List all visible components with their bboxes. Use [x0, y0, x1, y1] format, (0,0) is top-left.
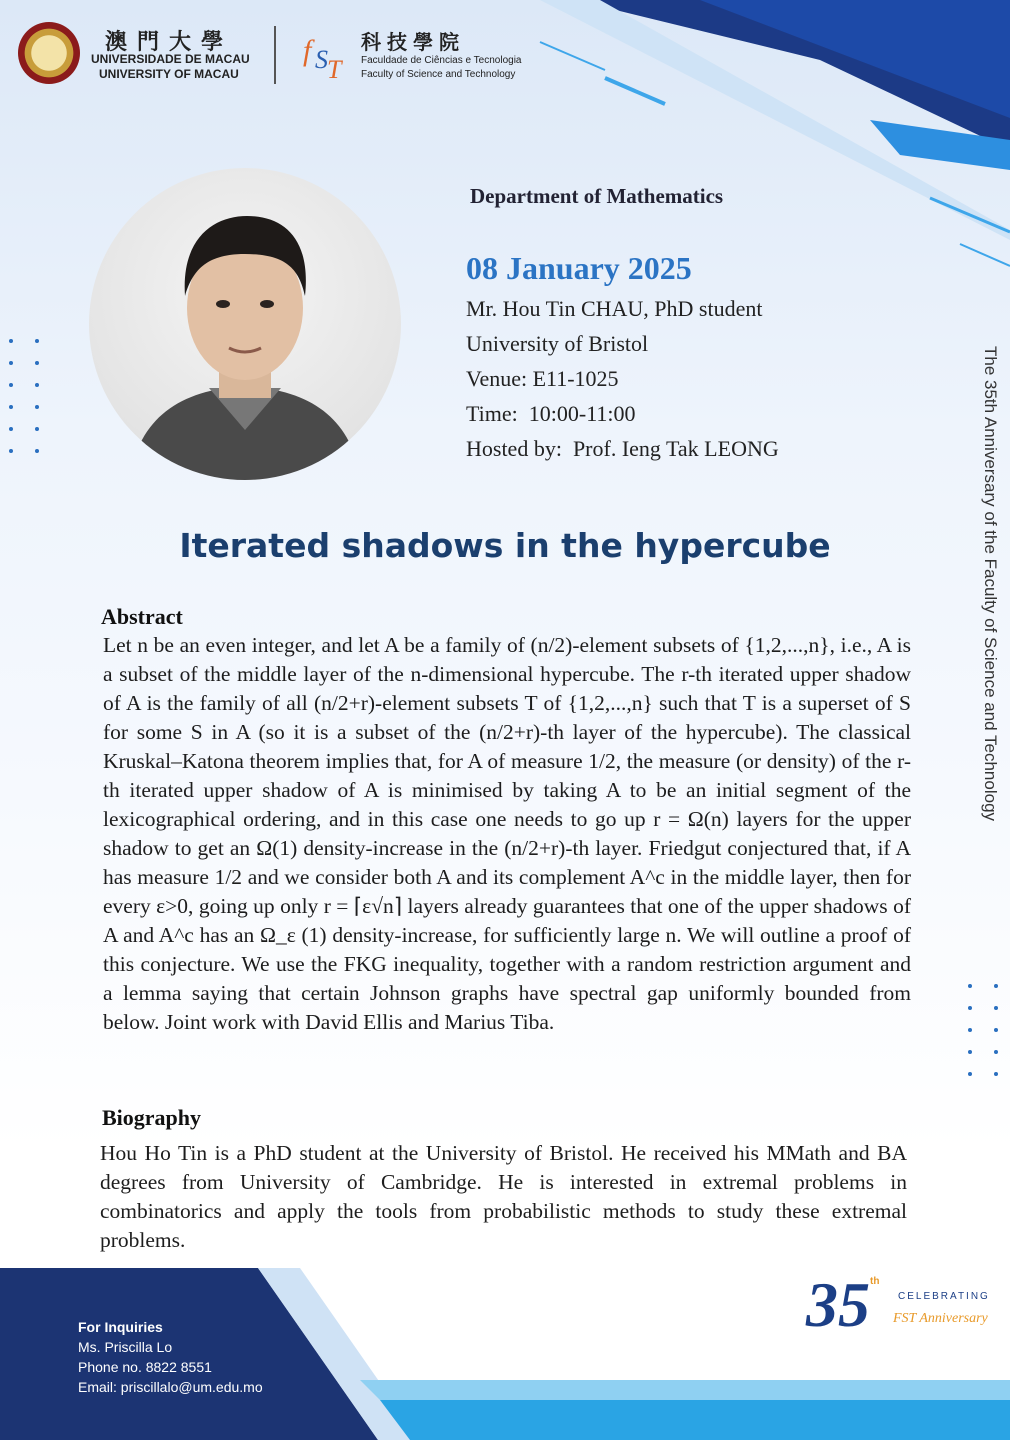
anniversary-badge-suffix: th	[870, 1276, 880, 1287]
inquiries-heading: For Inquiries	[78, 1319, 163, 1335]
speaker-photo	[89, 168, 401, 480]
event-host: Hosted by: Prof. Ieng Tak LEONG	[466, 436, 779, 461]
dot-grid-left	[9, 339, 41, 453]
fst-english-name: Faculty of Science and Technology	[361, 69, 516, 80]
svg-text:S: S	[315, 45, 328, 74]
event-time: Time: 10:00-11:00	[466, 401, 636, 426]
university-seal-icon	[18, 22, 80, 84]
svg-text:f: f	[303, 34, 312, 67]
biography-text: Hou Ho Tin is a PhD student at the University of Bristol. He received his MMath and BA degrees from University of Cambridge. He is interested in extremal problems in combinatorics and apply the tools from probabilistic methods to study these extremal problems.	[100, 1141, 907, 1252]
abstract-text: Let n be an even integer, and let A be a family of (n/2)-element subsets of {1,2,...,n}, i.e., A is a subset of the middle layer of the n-dimensional hypercube. The r-th iterated upper shadow of A is the family of all (n/2+r)-element subsets T of {1,2,...,n} such that T is a superset of S for some S in A (so it is a subset of the (n/2+r)-th layer of the hypercube). The classical Kruskal–Katona theorem implies that, for A of measure 1/2, the measure (or density) of the r-th iterated upper shadow of A is minimised by taking A to be an initial segment of the lexicographical ordering, and in this case one needs to go up r = Ω(n) layers for the upper shadow to get an Ω(1) density-increase in the (n/2+r)-th layer. Friedgut conjectured that, if A has measure 1/2 and we consider both A and its complement A^c in the middle layer, then for every ε>0, going up only r = ⌈ε√n⌉ layers already guarantees that one of the upper shadows of A and A^c has an Ω_ε (1) density-increase, for sufficiently large n. We will outline a proof of this conjecture. We use the FKG inequality, together with a random restriction argument and a lemma saying that certain Johnson graphs have spectral gap uniformly bounded from below. Joint work with David Ellis and Marius Tiba.	[103, 633, 911, 1034]
header-divider	[274, 26, 276, 84]
event-venue: Venue: E11-1025	[466, 366, 619, 391]
inquiries-contact-name: Ms. Priscilla Lo	[78, 1339, 173, 1355]
anniversary-side-text: The 35th Anniversary of the Faculty of Science and Technology	[981, 346, 1000, 822]
biography-heading: Biography	[102, 1105, 202, 1130]
speaker-name: Mr. Hou Tin CHAU, PhD student	[466, 296, 763, 321]
um-chinese-name: 澳門大學	[105, 30, 234, 55]
svg-text:T: T	[327, 55, 342, 82]
um-portuguese-name: UNIVERSIDADE DE MACAU	[91, 52, 250, 66]
inquiries-phone: Phone no. 8822 8551	[78, 1359, 212, 1375]
fst-logo-icon	[303, 30, 347, 82]
anniversary-badge-celebrating: CELEBRATING	[898, 1291, 990, 1302]
anniversary-badge: 35	[806, 1269, 870, 1340]
anniversary-badge-text: FST Anniversary	[893, 1311, 988, 1326]
abstract-heading: Abstract	[101, 604, 183, 629]
fst-chinese-name: 科技學院	[361, 30, 465, 54]
dot-grid-right	[968, 984, 1000, 1076]
speaker-affiliation: University of Bristol	[466, 331, 649, 356]
fst-portuguese-name: Faculdade de Ciências e Tecnologia	[361, 55, 522, 66]
um-english-name: UNIVERSITY OF MACAU	[99, 67, 239, 81]
talk-title: Iterated shadows in the hypercube	[179, 526, 831, 565]
department-name: Department of Mathematics	[470, 184, 724, 208]
inquiries-email: Email: priscillalo@um.edu.mo	[78, 1379, 263, 1395]
event-date: 08 January 2025	[466, 250, 692, 286]
